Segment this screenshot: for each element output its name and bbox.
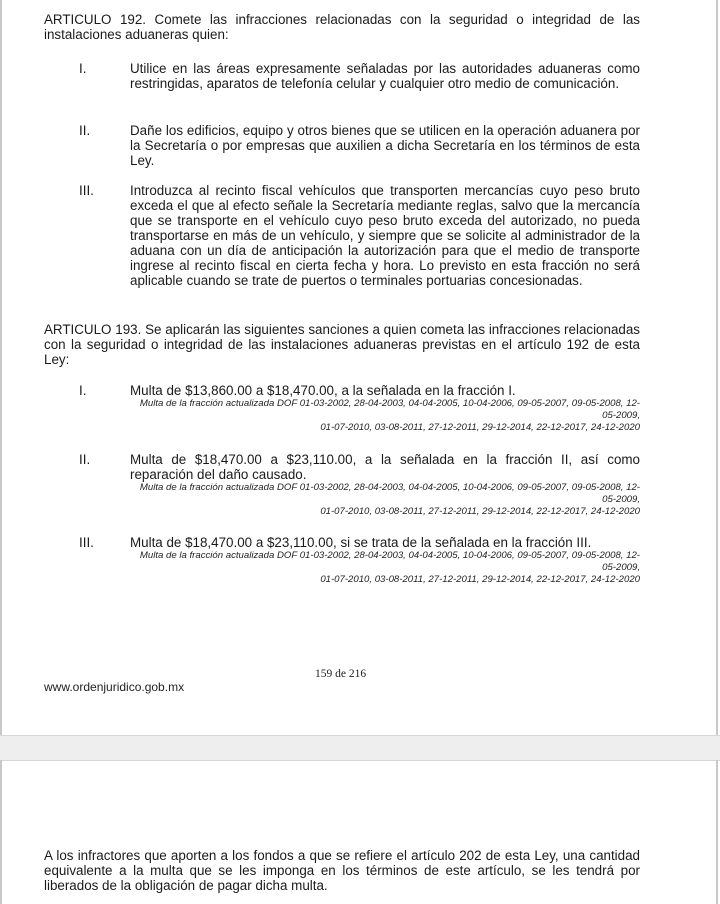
sanction-text: Multa de $18,470.00 a $23,110.00, si se trata de la señalada en la fracción III. bbox=[130, 535, 592, 550]
amendment-note: Multa de la fracción actualizada DOF 01-03-2002, 28-04-2003, 04-04-2005, 10-04-2006, 09-05-2007, 09-05-2008, 12- bbox=[139, 398, 640, 409]
amendment-note: 05-2009, bbox=[602, 562, 640, 573]
page-number: 159 de 216 bbox=[315, 668, 367, 680]
amendment-note: 01-07-2010, 03-08-2011, 27-12-2011, 29-12-2014, 22-12-2017, 24-12-2020 bbox=[320, 506, 640, 517]
sanction-number: III. bbox=[79, 535, 94, 550]
fraction-text: Dañe los edificios, equipo y otros bienes que se utilicen en la operación aduanera por la Secretaría o por empresas que auxilien a dicha Secretaría en los términos de esta Ley. bbox=[130, 123, 640, 168]
fraction-text: Utilice en las áreas expresamente señaladas por las autoridades aduaneras como restringidas, aparatos de telefonía celular y cualquier otro medio de comunicación. bbox=[130, 61, 640, 91]
article-193-intro: ARTICULO 193. Se aplicarán las siguientes sanciones a quien cometa las infracciones relacionadas con la seguridad o integridad de las instalaciones aduaneras previstas en el artículo 192 de esta Ley: bbox=[44, 322, 640, 367]
document-page-next bbox=[0, 760, 718, 904]
amendment-note: 01-07-2010, 03-08-2011, 27-12-2011, 29-12-2014, 22-12-2017, 24-12-2020 bbox=[320, 422, 640, 433]
fraction-text: Introduzca al recinto fiscal vehículos que transporten mercancías cuyo peso bruto exceda el que al efecto señale la Secretaría mediante reglas, salvo que la mercancía que se transporte en el vehículo cuyo peso bruto exceda del autorizado, no pueda transportarse en más de un vehículo, y siempre que se solicite al administrador de la aduana con un día de anticipación la autorización para que el medio de transporte ingrese al recinto fiscal en cierta fecha y hora. Lo previsto en esta fracción no será aplicable cuando se trate de puertos o terminales portuarias concesionadas. bbox=[130, 183, 640, 288]
page-separator bbox=[0, 735, 720, 761]
sanction-text: Multa de $18,470.00 a $23,110.00, a la señalada en la fracción II, así como reparación del daño causado. bbox=[130, 452, 640, 482]
amendment-note: Multa de la fracción actualizada DOF 01-03-2002, 28-04-2003, 04-04-2005, 10-04-2006, 09-05-2007, 09-05-2008, 12- bbox=[139, 482, 640, 493]
sanction-number: I. bbox=[79, 383, 87, 398]
amendment-note: Multa de la fracción actualizada DOF 01-03-2002, 28-04-2003, 04-04-2005, 10-04-2006, 09-05-2007, 09-05-2008, 12- bbox=[139, 550, 640, 561]
fraction-number: III. bbox=[79, 183, 94, 198]
fraction-number: I. bbox=[79, 61, 87, 76]
closing-paragraph: A los infractores que aporten a los fondos a que se refiere el artículo 202 de esta Ley, una cantidad equivalente a la multa que se les imponga en los términos de este artículo, se les tendrá por liberados de la obligación de pagar dicha multa. bbox=[44, 848, 640, 893]
sanction-text: Multa de $13,860.00 a $18,470.00, a la señalada en la fracción I. bbox=[130, 383, 516, 398]
article-192-intro: ARTICULO 192. Comete las infracciones relacionadas con la seguridad o integridad de las instalaciones aduaneras quien: bbox=[44, 12, 640, 42]
sanction-number: II. bbox=[79, 452, 91, 467]
fraction-number: II. bbox=[79, 123, 91, 138]
amendment-note: 05-2009, bbox=[602, 410, 640, 421]
footer-website: www.ordenjuridico.gob.mx bbox=[44, 680, 185, 694]
amendment-note: 01-07-2010, 03-08-2011, 27-12-2011, 29-12-2014, 22-12-2017, 24-12-2020 bbox=[320, 574, 640, 585]
amendment-note: 05-2009, bbox=[602, 494, 640, 505]
